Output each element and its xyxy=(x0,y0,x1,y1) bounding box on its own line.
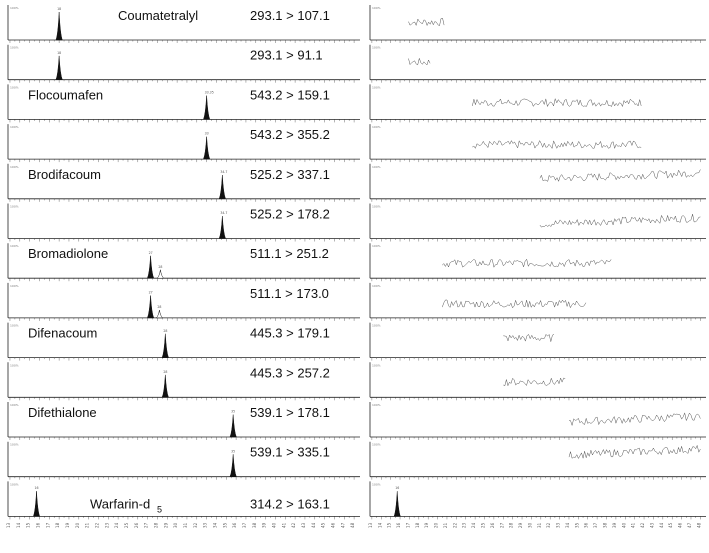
left-x-tick-label: 26 xyxy=(133,522,139,528)
left-y-tag: 100% xyxy=(10,6,19,10)
peak xyxy=(203,96,209,120)
right-x-tick-label: 18 xyxy=(414,522,420,528)
right-x-tick-label: 33 xyxy=(555,522,561,528)
right-y-tag: 100% xyxy=(372,283,381,288)
peak xyxy=(147,296,153,318)
left-x-tick-label: 29 xyxy=(163,522,169,528)
right-x-tick-label: 15 xyxy=(386,522,392,528)
right-x-tick-label: 19 xyxy=(424,522,430,528)
right-x-tick-label: 23 xyxy=(461,522,467,528)
mrm-transition: 314.2 > 163.1 xyxy=(250,496,330,512)
left-y-tag: 100% xyxy=(10,442,19,447)
left-x-tick-label: 15 xyxy=(25,522,31,528)
noise-trace xyxy=(442,300,586,308)
right-y-tag: 100% xyxy=(372,323,381,328)
right-x-tick-label: 30 xyxy=(527,522,533,528)
peak-label: 27 xyxy=(148,290,153,295)
mrm-transition: 511.1 > 173.0 xyxy=(250,285,329,301)
mrm-transition: 445.3 > 179.1 xyxy=(250,325,330,341)
peak-label: 35 xyxy=(231,449,236,454)
mrm-transition: 293.1 > 91.1 xyxy=(250,47,323,63)
noise-trace xyxy=(540,170,701,182)
right-x-tick-label: 26 xyxy=(489,522,495,528)
right-x-tick-label: 39 xyxy=(611,522,617,528)
left-x-tick-label: 48 xyxy=(350,522,356,528)
left-x-tick-label: 36 xyxy=(232,522,238,528)
noise-trace xyxy=(503,378,565,386)
peak xyxy=(147,256,153,278)
peak xyxy=(56,56,62,80)
right-x-tick-label: 38 xyxy=(602,522,608,528)
left-y-tag: 100% xyxy=(10,244,19,249)
peak xyxy=(230,415,236,437)
right-y-tag: 100% xyxy=(372,204,381,209)
left-x-tick-label: 38 xyxy=(251,522,257,528)
peak-label: 16 xyxy=(34,486,39,491)
peak-label: 27 xyxy=(148,250,153,255)
right-y-tag: 100% xyxy=(372,6,381,10)
compound-name: Warfarin-d xyxy=(90,496,151,512)
right-x-tick-label: 42 xyxy=(640,522,646,528)
left-x-tick-label: 46 xyxy=(330,522,336,528)
left-x-tick-label: 45 xyxy=(320,522,326,528)
right-x-tick-label: 41 xyxy=(630,522,636,528)
noise-trace xyxy=(569,413,700,426)
left-x-tick-label: 30 xyxy=(173,522,179,528)
left-x-tick-label: 32 xyxy=(192,522,198,528)
right-x-tick-label: 32 xyxy=(546,522,552,528)
left-y-tag: 100% xyxy=(10,85,19,90)
peak xyxy=(219,175,225,199)
peak-label: 34.7 xyxy=(220,211,228,216)
left-x-tick-label: 41 xyxy=(281,522,287,528)
right-y-tag: 100% xyxy=(372,85,381,90)
left-x-tick-label: 22 xyxy=(94,522,100,528)
compound-name: Brodifacoum xyxy=(28,166,101,182)
right-y-tag: 100% xyxy=(372,45,381,50)
left-y-tag: 100% xyxy=(10,482,19,487)
peak-label: 35 xyxy=(231,409,236,414)
mrm-transition: 543.2 > 159.1 xyxy=(250,87,330,103)
left-x-tick-label: 31 xyxy=(182,522,188,528)
peak xyxy=(56,12,62,40)
noise-trace xyxy=(472,141,641,149)
compound-name: Bromadiolone xyxy=(28,246,109,262)
left-x-tick-label: 39 xyxy=(261,522,267,528)
left-x-tick-label: 24 xyxy=(114,522,120,528)
right-x-tick-label: 16 xyxy=(396,522,402,528)
peak-label: 34.7 xyxy=(220,170,228,174)
right-x-tick-label: 45 xyxy=(668,522,674,528)
peak-label: 28 xyxy=(163,369,168,374)
left-x-tick-label: 21 xyxy=(84,522,90,528)
left-y-tag: 100% xyxy=(10,403,19,407)
right-x-tick-label: 14 xyxy=(377,522,383,528)
left-x-tick-label: 16 xyxy=(35,522,41,528)
left-y-tag: 100% xyxy=(10,45,19,50)
right-x-tick-label: 21 xyxy=(442,522,448,528)
right-x-tick-label: 24 xyxy=(471,522,477,528)
mrm-transition: 539.1 > 178.1 xyxy=(250,405,330,420)
mrm-transition: 511.1 > 251.2 xyxy=(250,246,329,262)
left-x-tick-label: 44 xyxy=(310,522,316,528)
blank-peak-label: 16 xyxy=(395,486,400,491)
peak xyxy=(157,270,163,278)
right-x-tick-label: 25 xyxy=(480,522,486,528)
compound-name-subscript: 5 xyxy=(157,504,163,515)
left-x-tick-label: 19 xyxy=(64,522,70,528)
left-y-tag: 100% xyxy=(10,125,19,130)
compound-name: Flocoumafen xyxy=(28,87,104,103)
left-y-tag: 100% xyxy=(10,164,19,169)
noise-trace xyxy=(540,214,701,227)
mrm-transition: 525.2 > 178.2 xyxy=(250,206,330,222)
right-x-tick-label: 13 xyxy=(367,522,373,528)
right-x-tick-label: 37 xyxy=(593,522,599,528)
left-x-tick-label: 20 xyxy=(74,522,80,528)
right-x-tick-label: 29 xyxy=(518,522,524,528)
left-y-tag: 100% xyxy=(10,283,19,288)
left-x-tick-label: 34 xyxy=(212,522,218,528)
peak xyxy=(219,216,225,238)
peak xyxy=(33,491,39,516)
right-y-tag: 100% xyxy=(372,244,381,249)
mrm-transition: 445.3 > 257.2 xyxy=(250,365,330,381)
left-y-tag: 100% xyxy=(10,363,19,368)
left-y-tag: 100% xyxy=(10,323,19,328)
peak xyxy=(203,137,209,159)
noise-trace xyxy=(472,99,641,107)
right-x-tick-label: 48 xyxy=(696,522,702,528)
noise-trace xyxy=(409,58,431,65)
left-x-tick-label: 47 xyxy=(340,522,346,528)
right-x-tick-label: 20 xyxy=(433,522,439,528)
right-x-tick-label: 34 xyxy=(564,522,570,528)
right-y-tag: 100% xyxy=(372,363,381,368)
compound-name: Difenacoum xyxy=(28,325,98,341)
noise-trace xyxy=(503,334,554,342)
mrm-transition: 543.2 > 355.2 xyxy=(250,127,330,143)
peak-label: 28 xyxy=(158,264,163,269)
left-x-tick-label: 35 xyxy=(222,522,228,528)
right-x-tick-label: 31 xyxy=(536,522,542,528)
left-x-tick-label: 43 xyxy=(300,522,306,528)
right-x-tick-label: 46 xyxy=(677,522,683,528)
compound-name: Coumatetralyl xyxy=(118,8,199,23)
noise-trace xyxy=(442,259,611,267)
right-y-tag: 100% xyxy=(372,482,381,487)
left-x-tick-label: 33 xyxy=(202,522,208,528)
left-x-tick-label: 23 xyxy=(104,522,110,528)
left-x-tick-label: 37 xyxy=(241,522,247,528)
peak-label: 28 xyxy=(163,328,168,333)
noise-trace xyxy=(409,18,445,25)
peak-label: 18 xyxy=(57,7,62,11)
right-y-tag: 100% xyxy=(372,403,381,407)
peak xyxy=(162,375,168,397)
left-x-tick-label: 40 xyxy=(271,522,277,528)
peak-label: 33 xyxy=(204,131,209,136)
left-x-tick-label: 28 xyxy=(153,522,159,528)
right-x-tick-label: 28 xyxy=(508,522,514,528)
peak xyxy=(162,334,168,358)
right-x-tick-label: 47 xyxy=(686,522,692,528)
right-y-tag: 100% xyxy=(372,442,381,447)
right-x-tick-label: 40 xyxy=(621,522,627,528)
peak xyxy=(156,310,162,318)
left-x-tick-label: 18 xyxy=(55,522,61,528)
right-x-tick-label: 43 xyxy=(649,522,655,528)
right-x-tick-label: 17 xyxy=(405,522,411,528)
left-x-tick-label: 27 xyxy=(143,522,149,528)
left-x-tick-label: 13 xyxy=(5,522,11,528)
right-x-tick-label: 44 xyxy=(658,522,664,528)
compound-name: Difethialone xyxy=(28,405,97,420)
right-x-tick-label: 22 xyxy=(452,522,458,528)
peak-label: 28 xyxy=(157,305,162,310)
right-y-tag: 100% xyxy=(372,125,381,130)
peak-label: 33.35 xyxy=(204,90,214,95)
left-x-tick-label: 42 xyxy=(291,522,297,528)
left-y-tag: 100% xyxy=(10,204,19,209)
left-x-tick-label: 25 xyxy=(123,522,129,528)
right-x-tick-label: 27 xyxy=(499,522,505,528)
mrm-transition: 539.1 > 335.1 xyxy=(250,444,330,460)
peak-label: 18 xyxy=(57,50,62,55)
mrm-transition: 293.1 > 107.1 xyxy=(250,8,330,23)
peak xyxy=(230,454,236,476)
right-x-tick-label: 35 xyxy=(574,522,580,528)
left-x-tick-label: 14 xyxy=(15,522,21,528)
mrm-transition: 525.2 > 337.1 xyxy=(250,166,330,182)
right-x-tick-label: 36 xyxy=(583,522,589,528)
noise-trace xyxy=(569,445,700,458)
blank-peak xyxy=(394,491,400,516)
left-x-tick-label: 17 xyxy=(45,522,51,528)
right-y-tag: 100% xyxy=(372,164,381,169)
